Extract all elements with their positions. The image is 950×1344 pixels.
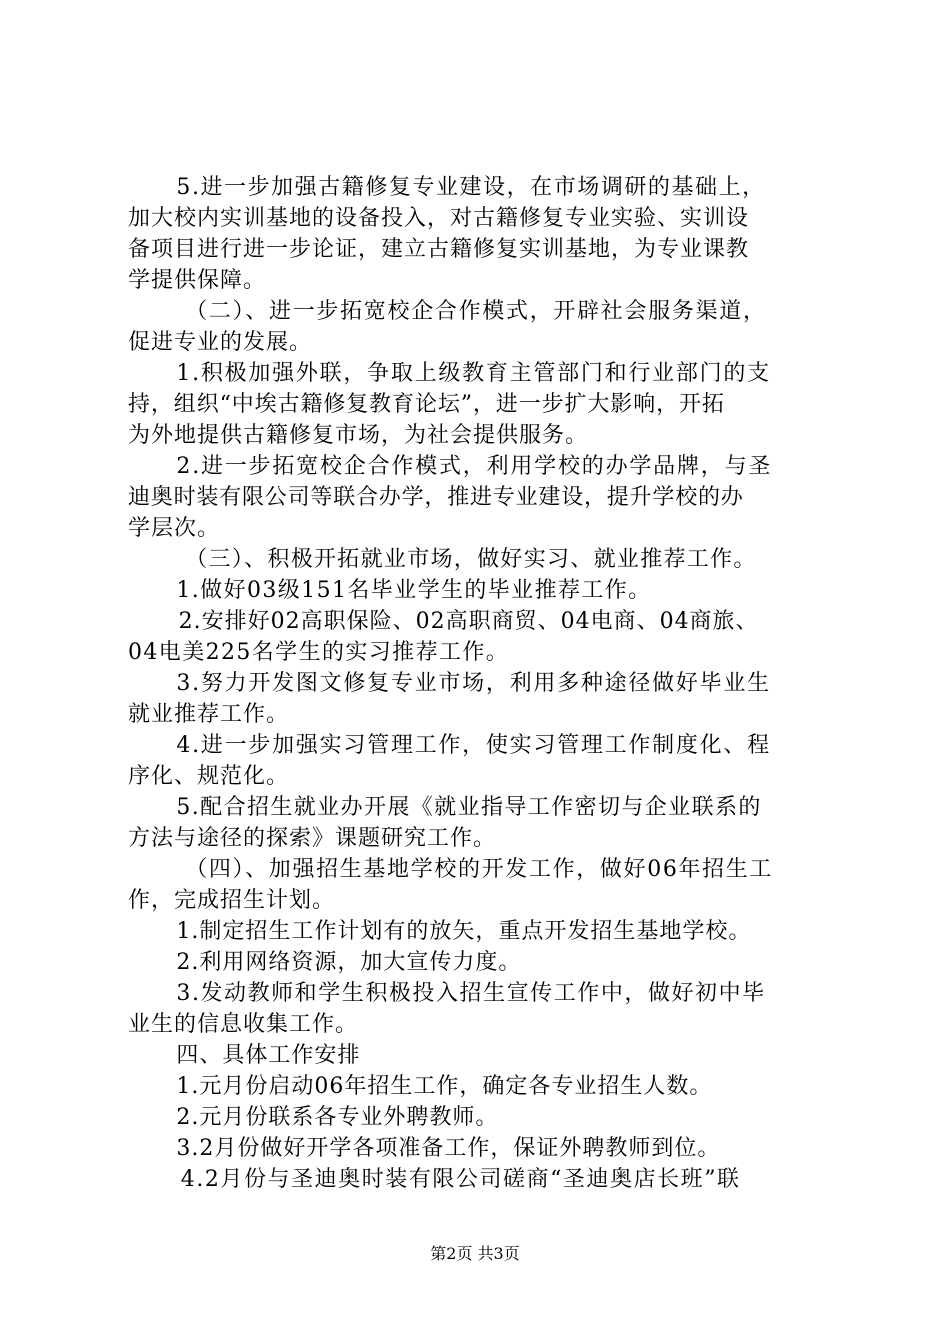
- document-line: 04电美225名学生的实习推荐工作。: [128, 640, 510, 665]
- document-line: 学层次。: [128, 516, 221, 541]
- document-line: 3.努力开发图文修复专业市场，利用多种途径做好毕业生: [176, 671, 771, 696]
- document-line: （四）、加强招生基地学校的开发工作，做好06年招生工: [185, 857, 774, 882]
- document-line: 1.做好03级151名毕业学生的毕业推荐工作。: [176, 578, 652, 603]
- document-line: 持，组织“中埃古籍修复教育论坛”，进一步扩大影响，开拓: [128, 392, 725, 417]
- document-line: 备项目进行进一步论证，建立古籍修复实训基地，为专业课教: [128, 237, 750, 262]
- document-line: 1.元月份启动06年招生工作，确定各专业招生人数。: [176, 1074, 713, 1099]
- document-line: 加大校内实训基地的设备投入，对古籍修复专业实验、实训设: [128, 206, 750, 231]
- document-line: 2.进一步拓宽校企合作模式，利用学校的办学品牌，与圣: [176, 454, 773, 479]
- document-line: 业生的信息收集工作。: [128, 1012, 359, 1037]
- document-line: 四、具体工作安排: [176, 1043, 361, 1068]
- document-line: （三）、积极开拓就业市场，做好实习、就业推荐工作。: [185, 547, 757, 572]
- document-line: 迪奥时装有限公司等联合办学，推进专业建设，提升学校的办: [128, 485, 744, 510]
- document-line: 作，完成招生计划。: [128, 888, 336, 913]
- document-line: （二）、进一步拓宽校企合作模式，开辟社会服务渠道，: [185, 299, 767, 324]
- document-line: 3.2月份做好开学各项准备工作，保证外聘教师到位。: [176, 1136, 721, 1161]
- document-line: 2.利用网络资源，加大宣传力度。: [176, 950, 522, 975]
- document-line: 3.发动教师和学生积极投入招生宣传工作中，做好初中毕: [176, 981, 766, 1006]
- document-line: 1.积极加强外联，争取上级教育主管部门和行业部门的支: [176, 361, 771, 386]
- document-line: 4.进一步加强实习管理工作，使实习管理工作制度化、程: [176, 733, 771, 758]
- document-line: 方法与途径的探索》课题研究工作。: [128, 826, 497, 851]
- document-line: 5.进一步加强古籍修复专业建设，在市场调研的基础上，: [176, 175, 766, 200]
- document-line: 2.元月份联系各专业外聘教师。: [176, 1105, 499, 1130]
- document-line: 4.2月份与圣迪奥时装有限公司磋商“圣迪奥店长班”联: [180, 1167, 741, 1192]
- document-line: 就业推荐工作。: [128, 702, 290, 727]
- document-line: 5.配合招生就业办开展《就业指导工作密切与企业联系的: [176, 795, 762, 820]
- document-body: [128, 172, 838, 1195]
- document-line: 1.制定招生工作计划有的放矢，重点开发招生基地学校。: [176, 919, 752, 944]
- document-line: 学提供保障。: [128, 268, 267, 293]
- document-line: 促进专业的发展。: [128, 330, 313, 355]
- page-footer: 第2页 共3页: [430, 1244, 520, 1263]
- document-line: 序化、规范化。: [128, 764, 290, 789]
- document-line: 2.安排好02高职保险、02高职商贸、04电商、04商旅、: [178, 609, 759, 634]
- document-line: 为外地提供古籍修复市场，为社会提供服务。: [128, 423, 589, 448]
